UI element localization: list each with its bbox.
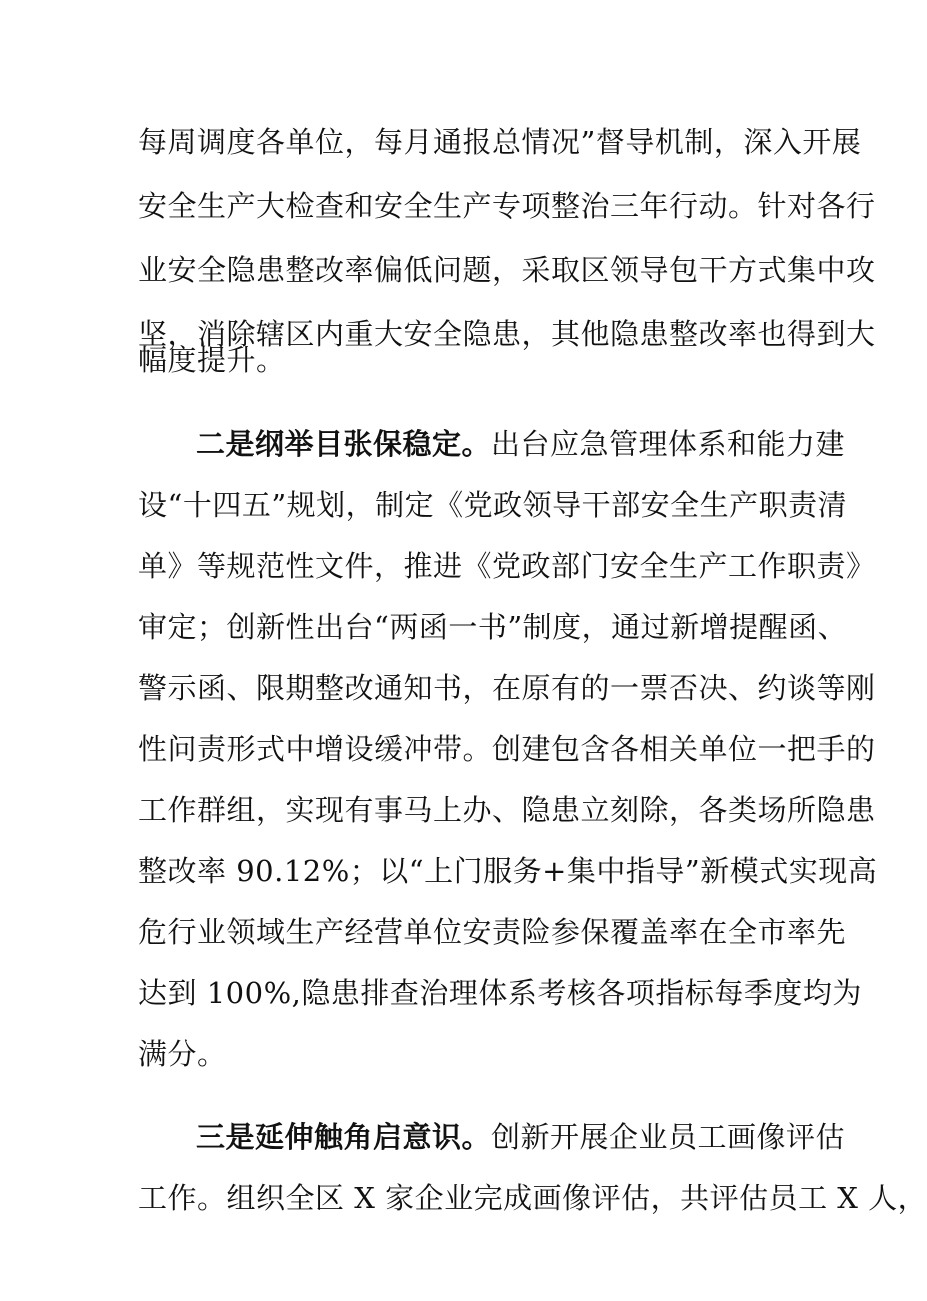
paragraph-2-line-8: 整改率 90.12%；以“上门服务+集中指导”新模式实现高 <box>138 854 878 888</box>
paragraph-1-line-5: 幅度提升。 <box>138 343 286 377</box>
paragraph-3-heading: 三是延伸触角启意识。 <box>196 1120 492 1154</box>
paragraph-2-first-line-rest: 出台应急管理体系和能力建 <box>491 427 846 461</box>
paragraph-1-line-1: 每周调度各单位，每月通报总情况”督导机制，深入开展 <box>138 125 862 159</box>
paragraph-2-line-9: 危行业领域生产经营单位安责险参保覆盖率在全市率先 <box>138 915 847 949</box>
paragraph-1-line-3: 业安全隐患整改率偏低问题，采取区领导包干方式集中攻 <box>138 253 876 287</box>
paragraph-1-line-2: 安全生产大检查和安全生产专项整治三年行动。针对各行 <box>138 189 876 223</box>
paragraph-2-line-4: 审定；创新性出台“两函一书”制度，通过新增提醒函、 <box>138 610 848 644</box>
paragraph-2-line-11: 满分。 <box>138 1037 227 1071</box>
paragraph-2-line-10: 达到 100%,隐患排查治理体系考核各项指标每季度均为 <box>138 976 862 1010</box>
paragraph-3-line-1 <box>196 1117 846 1157</box>
paragraph-2-line-6: 性问责形式中增设缓冲带。创建包含各相关单位一把手的 <box>138 732 876 766</box>
paragraph-2-line-7: 工作群组，实现有事马上办、隐患立刻除，各类场所隐患 <box>138 793 876 827</box>
paragraph-2-heading: 二是纲举目张保稳定。 <box>196 427 492 461</box>
paragraph-3-first-line-rest: 创新开展企业员工画像评估 <box>491 1120 846 1154</box>
paragraph-2-line-1 <box>196 424 846 464</box>
paragraph-2-line-5: 警示函、限期整改通知书，在原有的一票否决、约谈等刚 <box>138 671 876 705</box>
paragraph-2-line-3: 单》等规范性文件，推进《党政部门安全生产工作职责》 <box>138 549 876 583</box>
paragraph-1-line-4: 坚，消除辖区内重大安全隐患，其他隐患整改率也得到大 <box>138 317 876 351</box>
paragraph-3-line-2: 工作。组织全区 X 家企业完成画像评估，共评估员工 X 人， <box>138 1181 927 1215</box>
paragraph-2-line-2: 设“十四五”规划，制定《党政领导干部安全生产职责清 <box>138 488 848 522</box>
